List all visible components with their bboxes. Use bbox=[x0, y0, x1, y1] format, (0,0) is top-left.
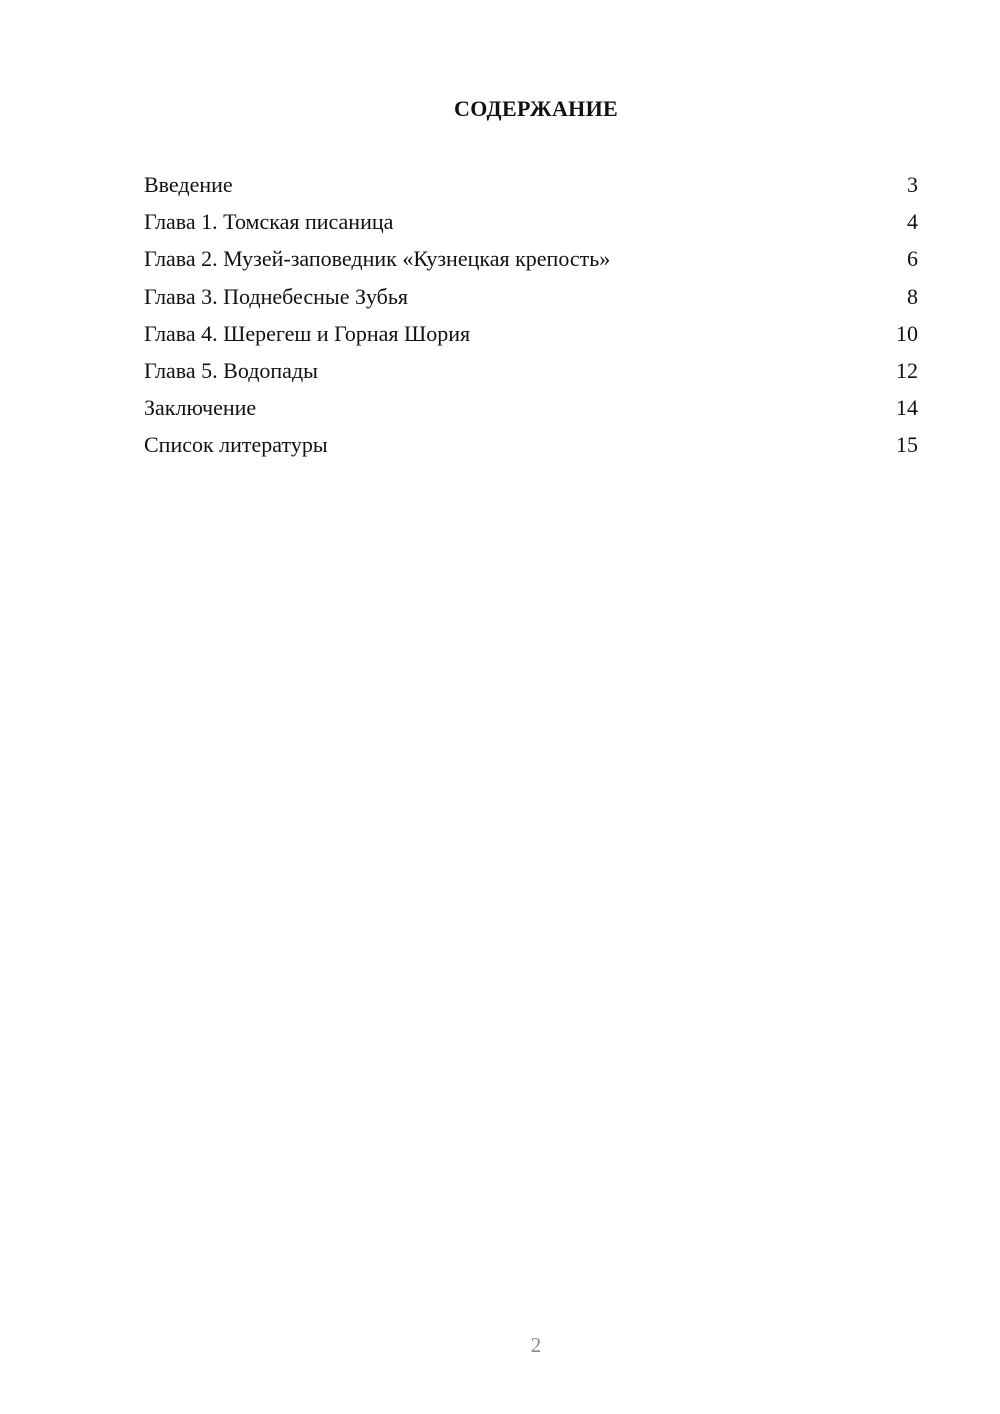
toc-entry-page: 14 bbox=[896, 395, 918, 421]
page-title: СОДЕРЖАНИЕ bbox=[454, 96, 618, 121]
toc-entry-page: 8 bbox=[907, 283, 918, 309]
toc-entry-page: 6 bbox=[907, 246, 918, 272]
toc-entry-chapter-2 bbox=[144, 244, 918, 281]
toc-entry-bibliography bbox=[144, 430, 918, 467]
toc-entry-page: 10 bbox=[896, 320, 918, 346]
toc-entry-chapter-3 bbox=[144, 282, 918, 319]
toc-entry-page: 15 bbox=[896, 432, 918, 458]
toc-entry-label: Глава 5. Водопады bbox=[144, 357, 318, 383]
toc-entry-label: Глава 3. Поднебесные Зубья bbox=[144, 283, 409, 309]
toc-entry-label: Глава 4. Шерегеш и Горная Шория bbox=[144, 320, 471, 346]
toc-entry-chapter-5 bbox=[144, 356, 918, 393]
toc-entry-label: Список литературы bbox=[144, 432, 328, 458]
page-number: 2 bbox=[530, 1333, 542, 1357]
toc-entry-introduction bbox=[144, 170, 918, 207]
toc-entry-label: Введение bbox=[144, 172, 233, 197]
toc-entry-page: 12 bbox=[896, 357, 918, 383]
toc-entry-conclusion bbox=[144, 393, 918, 430]
table-of-contents bbox=[144, 170, 918, 468]
toc-entry-page: 3 bbox=[907, 172, 918, 197]
toc-entry-chapter-1 bbox=[144, 207, 918, 244]
toc-entry-label: Глава 2. Музей-заповедник «Кузнецкая крепость» bbox=[144, 246, 611, 272]
toc-entry-page: 4 bbox=[907, 209, 918, 235]
toc-entry-label: Заключение bbox=[144, 395, 257, 421]
toc-entry-label: Глава 1. Томская писаница bbox=[144, 209, 394, 235]
toc-entry-chapter-4 bbox=[144, 319, 918, 356]
